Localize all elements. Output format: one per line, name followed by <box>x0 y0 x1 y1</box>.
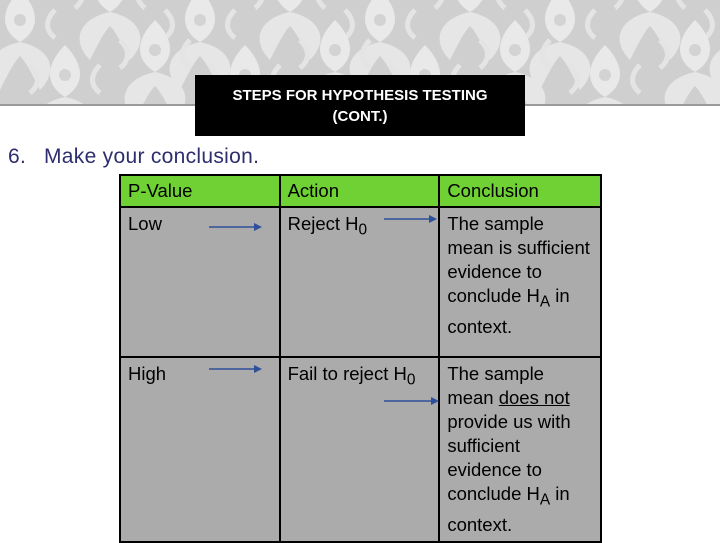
conclusion-tail: in context. <box>447 483 570 535</box>
pvalue-text: High <box>128 363 167 384</box>
decision-table <box>119 174 602 543</box>
table-row <box>120 207 601 357</box>
slide-title-line2: (CONT.) <box>332 107 388 125</box>
header-action: Action <box>280 175 440 207</box>
table-row <box>120 357 601 542</box>
cell-pvalue <box>120 357 280 542</box>
arrow-right-icon <box>383 394 441 408</box>
step-number: 6. <box>8 145 27 168</box>
table-header-row <box>120 175 601 207</box>
arrow-right-icon <box>208 362 264 376</box>
header-conclusion: Conclusion <box>439 175 601 207</box>
conclusion-subscript: A <box>539 491 551 509</box>
conclusion-text: The sample mean <box>447 363 544 408</box>
action-text: Reject H <box>287 213 359 234</box>
conclusion-emphasis: does not <box>498 387 570 408</box>
slide-title-line1: STEPS FOR HYPOTHESIS TESTING <box>232 86 488 104</box>
step-heading <box>8 145 259 169</box>
cell-action <box>280 357 440 542</box>
action-subscript: 0 <box>358 221 368 239</box>
arrow-right-icon <box>208 220 264 234</box>
slide-title <box>195 75 525 136</box>
cell-action <box>280 207 440 357</box>
cell-conclusion <box>439 357 601 542</box>
header-pvalue: P-Value <box>120 175 280 207</box>
action-subscript: 0 <box>406 371 416 389</box>
conclusion-text-cont: provide us with sufficient evidence to conclude H <box>447 411 571 504</box>
action-text: Fail to reject H <box>287 363 407 384</box>
conclusion-subscript: A <box>539 293 551 311</box>
conclusion-tail: in context. <box>447 285 570 337</box>
step-text: Make your conclusion. <box>44 145 260 168</box>
conclusion-text: The sample mean is sufficient evidence to conclude H <box>447 213 590 306</box>
cell-conclusion <box>439 207 601 357</box>
arrow-right-icon <box>383 212 439 226</box>
pvalue-text: Low <box>128 213 162 234</box>
